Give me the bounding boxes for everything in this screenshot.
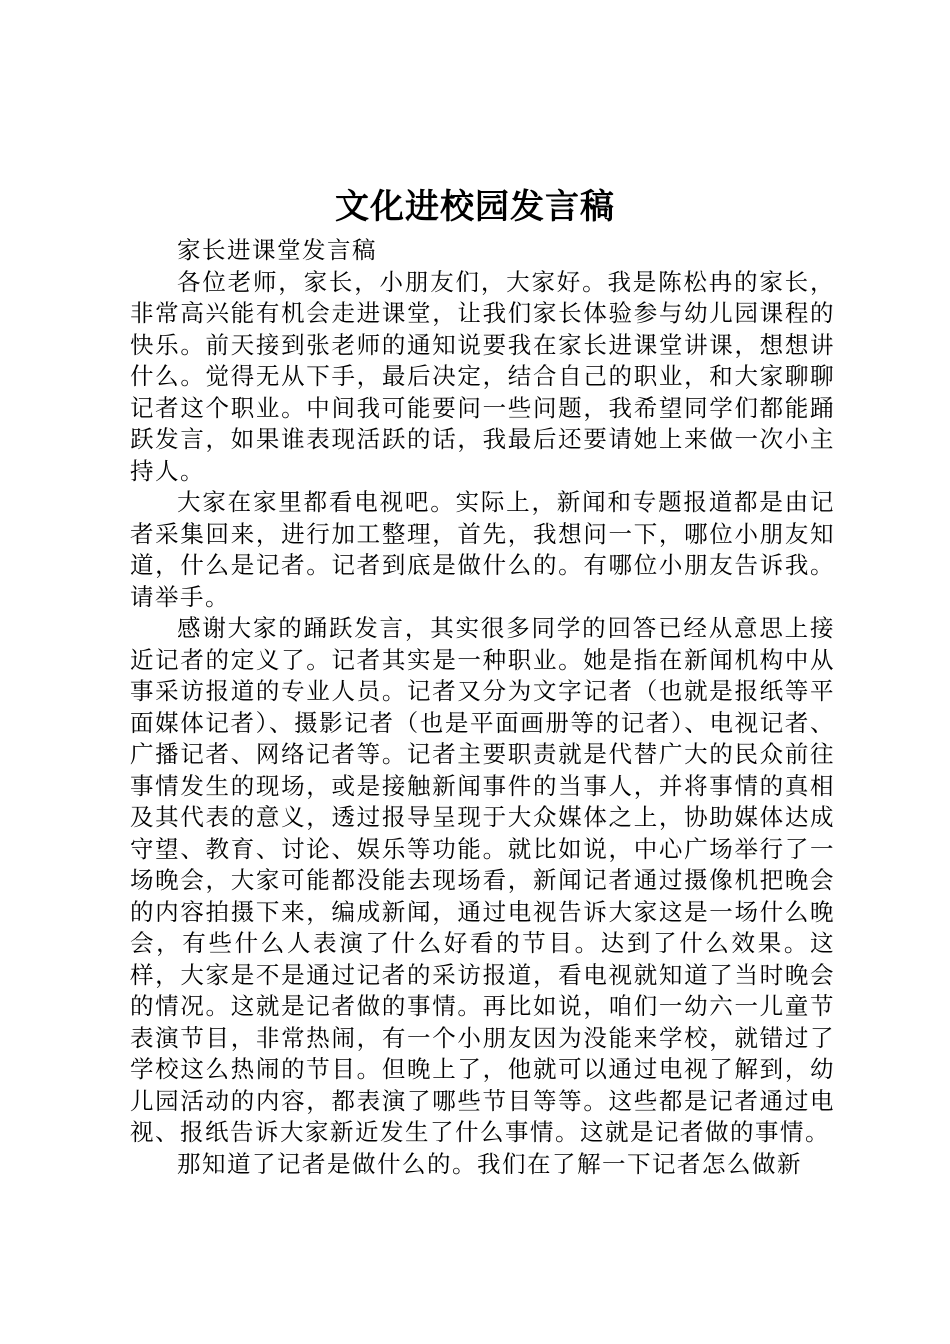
paragraph: 大家在家里都看电视吧。实际上，新闻和专题报道都是由记者采集回来，进行加工整理，首先，我想问一下，哪位小朋友知道，什么是记者。记者到底是做什么的。有哪位小朋友告诉我。请举手。 — [130, 488, 835, 611]
document-body — [130, 235, 835, 1180]
paragraph: 感谢大家的踊跃发言，其实很多同学的回答已经从意思上接近记者的定义了。记者其实是一种职业。她是指在新闻机构中从事采访报道的专业人员。记者又分为文字记者（也就是报纸等平面媒体记者）、摄影记者（也是平面画册等的记者）、电视记者、广播记者、网络记者等。记者主要职责就是代替广大的民众前往事情发生的现场，或是接触新闻事件的当事人，并将事情的真相及其代表的意义，透过报导呈现于大众媒体之上，协助媒体达成守望、教育、讨论、娱乐等功能。就比如说，中心广场举行了一场晚会，大家可能都没能去现场看，新闻记者通过摄像机把晚会的内容拍摄下来，编成新闻，通过电视告诉大家这是一场什么晚会，有些什么人表演了什么好看的节目。达到了什么效果。这样，大家是不是通过记者的采访报道，看电视就知道了当时晚会的情况。这就是记者做的事情。再比如说，咱们一幼六一儿童节表演节目，非常热闹，有一个小朋友因为没能来学校，就错过了学校这么热闹的节目。但晚上了，他就可以通过电视了解到，幼儿园活动的内容，都表演了哪些节目等等。这些都是记者通过电视、报纸告诉大家新近发生了什么事情。这就是记者做的事情。 — [130, 614, 835, 1146]
paragraph: 各位老师，家长，小朋友们，大家好。我是陈松冉的家长，非常高兴能有机会走进课堂，让我们家长体验参与幼儿园课程的快乐。前天接到张老师的通知说要我在家长进课堂讲课，想想讲什么。觉得无从下手，最后决定，结合自己的职业，和大家聊聊记者这个职业。中间我可能要问一些问题，我希望同学们都能踊跃发言，如果谁表现活跃的话，我最后还要请她上来做一次小主持人。 — [130, 267, 835, 485]
paragraph-subtitle: 家长进课堂发言稿 — [177, 236, 377, 264]
paragraph: 那知道了记者是做什么的。我们在了解一下记者怎么做新 — [177, 1149, 802, 1178]
document-title: 文化进校园发言稿 — [335, 187, 615, 227]
